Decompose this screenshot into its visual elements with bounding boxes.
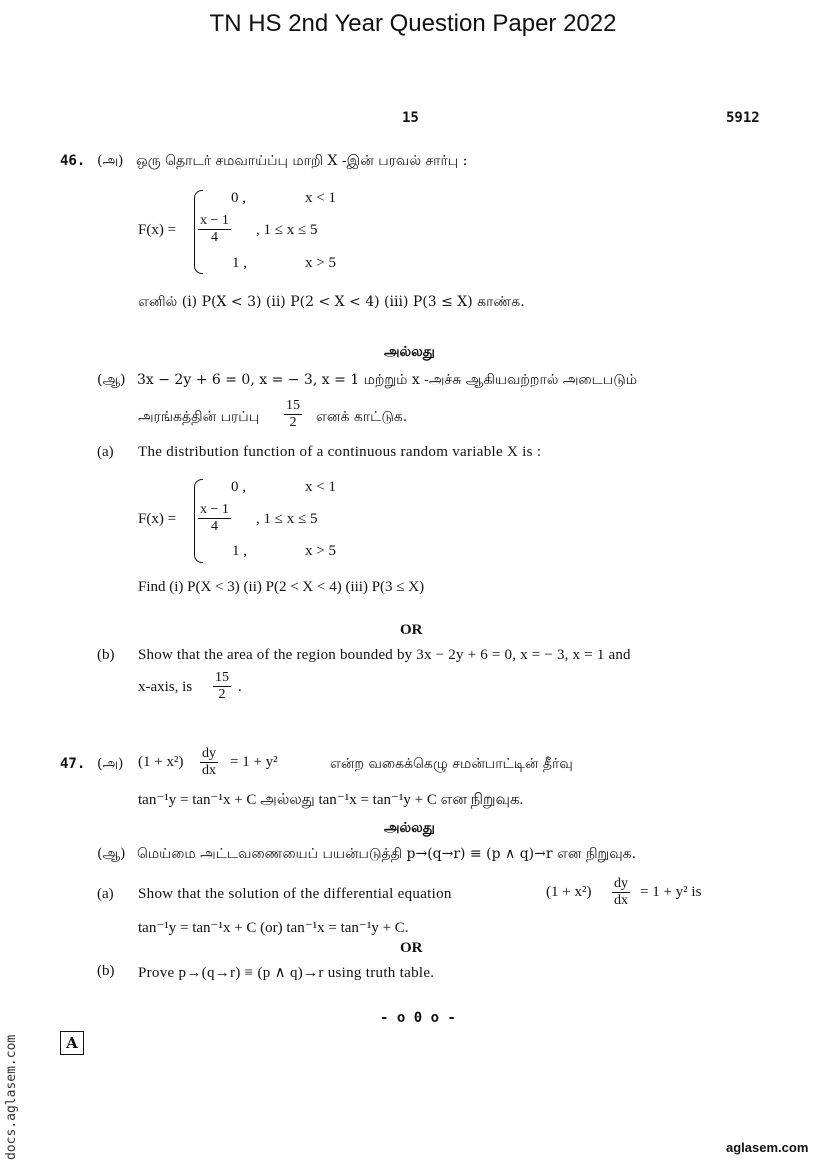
- q47-english-a-text: Show that the solution of the differential equation: [138, 886, 452, 902]
- fraction-denominator: 4: [210, 230, 218, 245]
- case-2-fraction: [198, 502, 231, 535]
- derivative-fraction: [612, 876, 630, 909]
- q47-tamil-a-label: (அ): [97, 756, 124, 772]
- case-2-condition: , 1 ≤ x ≤ 5: [256, 511, 318, 527]
- function-lhs: F(x) =: [138, 222, 177, 238]
- q46-tamil-a-label: (அ): [97, 153, 124, 169]
- fraction-denominator: 2: [289, 415, 297, 430]
- q47-english-a-rhs: = 1 + y² is: [640, 884, 702, 900]
- paper-version-box: A: [60, 1031, 84, 1055]
- q47-english-b-text: Prove p→(q→r) ≡ (p ∧ q)→r using truth table.: [138, 965, 435, 981]
- or-divider-english: OR: [400, 940, 423, 956]
- function-lhs: F(x) =: [138, 511, 177, 527]
- q47-tamil-b-label: (ஆ): [97, 846, 126, 862]
- or-divider-tamil: அல்லது: [384, 820, 435, 836]
- q47-english-a-lhs: (1 + x²): [546, 884, 592, 900]
- fraction-numerator: x − 1: [200, 213, 229, 228]
- fraction-denominator: dx: [202, 763, 216, 778]
- fraction-numerator: 15: [215, 670, 229, 685]
- case-3-condition: x > 5: [305, 543, 336, 559]
- question-47-number: 47.: [60, 756, 86, 772]
- q46-tamil-b-line2: அரங்கத்தின் பரப்பு: [138, 409, 260, 425]
- derivative-fraction: [200, 746, 218, 779]
- q46-tamil-find: எனில் (i) P(X < 3) (ii) P(2 < X < 4) (iii) P(3 ≤ X) காண்க.: [138, 294, 525, 310]
- q47-tamil-b-text: மெய்மை அட்டவணையைப் பயன்படுத்தி p→(q→r) ≡ (p ∧ q)→r என நிறுவுக.: [137, 846, 637, 862]
- or-divider-english: OR: [400, 622, 423, 638]
- q46-english-b-label: (b): [97, 647, 115, 663]
- fraction-numerator: dy: [202, 746, 216, 761]
- case-2-fraction: [198, 213, 231, 246]
- q46-english-b-line2: x-axis, is: [138, 679, 193, 695]
- q46-tamil-b-line1: 3x − 2y + 6 = 0, x = − 3, x = 1 மற்றும் x -அச்சு ஆகியவற்றால் அடைபடும்: [137, 372, 637, 388]
- brand-footer: aglasem.com: [726, 1140, 809, 1155]
- end-of-paper-mark: - o 0 o -: [380, 1010, 456, 1026]
- q46-tamil-b-label: (ஆ): [97, 372, 126, 388]
- q47-english-a-label: (a): [97, 886, 114, 902]
- q46-tamil-a-text: ஒரு தொடர் சமவாய்ப்பு மாறி X -இன் பரவல் சார்பு :: [136, 153, 468, 169]
- case-3-condition: x > 5: [305, 255, 336, 271]
- case-2-condition: , 1 ≤ x ≤ 5: [256, 222, 318, 238]
- q47-tamil-a-rhs: = 1 + y²: [230, 754, 278, 770]
- q46-english-b-end: .: [238, 679, 242, 695]
- area-fraction-tamil: [284, 398, 302, 431]
- q47-tamil-a-words: என்ற வகைக்கெழு சமன்பாட்டின் தீர்வு: [330, 756, 573, 772]
- case-1-value: 0 ,: [231, 190, 246, 206]
- page-number: 15: [402, 110, 419, 126]
- area-fraction-english: [213, 670, 231, 703]
- case-1-condition: x < 1: [305, 190, 336, 206]
- case-3-value: 1 ,: [232, 543, 247, 559]
- q47-tamil-a-lhs: (1 + x²): [138, 754, 184, 770]
- case-3-value: 1 ,: [232, 255, 247, 271]
- case-1-value: 0 ,: [231, 479, 246, 495]
- fraction-denominator: 4: [210, 519, 218, 534]
- case-1-condition: x < 1: [305, 479, 336, 495]
- q46-english-a-text: The distribution function of a continuous random variable X is :: [138, 444, 542, 460]
- fraction-denominator: dx: [614, 893, 628, 908]
- q47-english-b-label: (b): [97, 963, 115, 979]
- fraction-numerator: dy: [614, 876, 628, 891]
- or-divider-tamil: அல்லது: [384, 344, 435, 360]
- paper-code: 5912: [726, 110, 760, 126]
- page-title: TN HS 2nd Year Question Paper 2022: [209, 10, 617, 37]
- fraction-numerator: 15: [286, 398, 300, 413]
- fraction-denominator: 2: [218, 687, 226, 702]
- q46-english-a-label: (a): [97, 444, 114, 460]
- q47-english-a-line2: tan⁻¹y = tan⁻¹x + C (or) tan⁻¹x = tan⁻¹y + C.: [138, 920, 409, 936]
- q46-english-find: Find (i) P(X < 3) (ii) P(2 < X < 4) (iii) P(3 ≤ X): [138, 579, 425, 595]
- q46-tamil-b-end: எனக் காட்டுக.: [316, 409, 408, 425]
- q46-english-b-line1: Show that the area of the region bounded by 3x − 2y + 6 = 0, x = − 3, x = 1 and: [138, 647, 631, 663]
- side-watermark-url: docs.aglasem.com: [4, 1034, 19, 1160]
- fraction-numerator: x − 1: [200, 502, 229, 517]
- q47-tamil-a-line2: tan⁻¹y = tan⁻¹x + C அல்லது tan⁻¹x = tan⁻¹y + C என நிறுவுக.: [138, 792, 524, 808]
- question-46-number: 46.: [60, 153, 86, 169]
